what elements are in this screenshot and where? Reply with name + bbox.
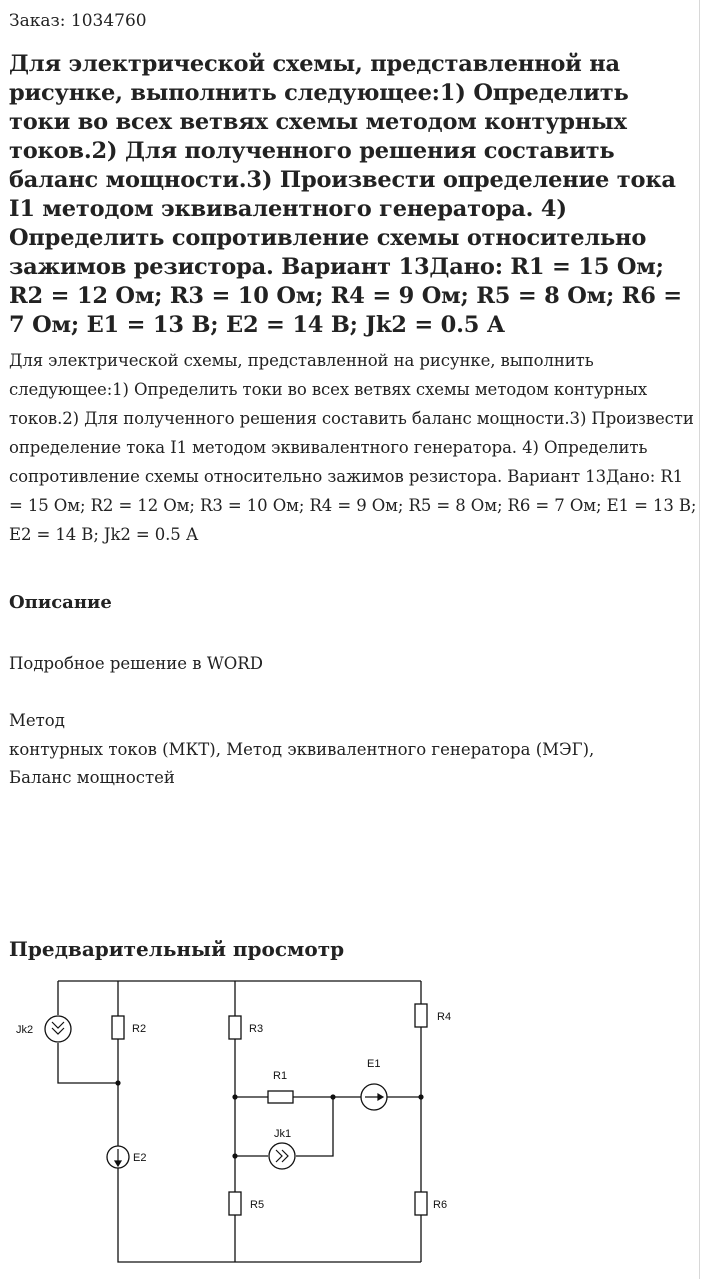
r5-resistor xyxy=(229,1192,241,1215)
description-title: Описание xyxy=(9,592,112,613)
order-number: Заказ: 1034760 xyxy=(9,11,147,31)
label-e2: E2 xyxy=(133,1152,147,1164)
task-body: Для электрической схемы, представленной на рисунке, выполнить следующее:1) Определить токи во всех ветвях схемы методом контурных токов.2) Для полученного решения составить баланс мощности.3) Произвести определение тока I1 методом эквивалентного генератора. 4) Определить сопротивление схемы относительно зажимов резистора. Вариант 13Дано: R1 = 15 Ом; R2 = 12 Ом; R3 = 10 Ом; R4 = 9 Ом; R5 = 8 Ом; R6 = 7 Ом; E1 = 13 В; E2 = 14 В; Jk2 = 0.5 А xyxy=(9,351,697,544)
r1-resistor xyxy=(268,1091,293,1103)
label-jk1: Jk1 xyxy=(274,1128,292,1140)
preview-title: Предварительный просмотр xyxy=(9,937,345,961)
label-r4: R4 xyxy=(437,1011,452,1023)
r6-resistor xyxy=(415,1192,427,1215)
circuit-diagram xyxy=(0,960,701,1279)
label-r1: R1 xyxy=(273,1070,288,1082)
label-jk2: Jk2 xyxy=(16,1024,34,1036)
description-line: Баланс мощностей xyxy=(9,768,175,787)
label-r6: R6 xyxy=(433,1199,448,1211)
r3-resistor xyxy=(229,1016,241,1039)
task-heading: Для электрической схемы, представленной на рисунке, выполнить следующее:1) Определить токи во всех ветвях схемы методом контурных токов.2) Для полученного решения составить баланс мощности.3) Произвести определение тока I1 методом эквивалентного генератора. 4) Определить сопротивление схемы относительно зажимов резистора. Вариант 13Дано: R1 = 15 Ом; R2 = 12 Ом; R3 = 10 Ом; R4 = 9 Ом; R5 = 8 Ом; R6 = 7 Ом; E1 = 13 В; E2 = 14 В; Jk2 = 0.5 А xyxy=(9,51,682,338)
label-r3: R3 xyxy=(249,1023,264,1035)
jk2-source xyxy=(45,1016,71,1042)
r4-resistor xyxy=(415,1004,427,1027)
label-r2: R2 xyxy=(132,1023,147,1035)
description-line: Подробное решение в WORD xyxy=(9,654,263,673)
description-line: контурных токов (МКТ), Метод эквивалентного генератора (МЭГ), xyxy=(9,740,595,759)
description-line: Метод xyxy=(9,711,65,730)
r2-resistor xyxy=(112,1016,124,1039)
label-e1: E1 xyxy=(367,1058,381,1070)
label-r5: R5 xyxy=(250,1199,265,1211)
